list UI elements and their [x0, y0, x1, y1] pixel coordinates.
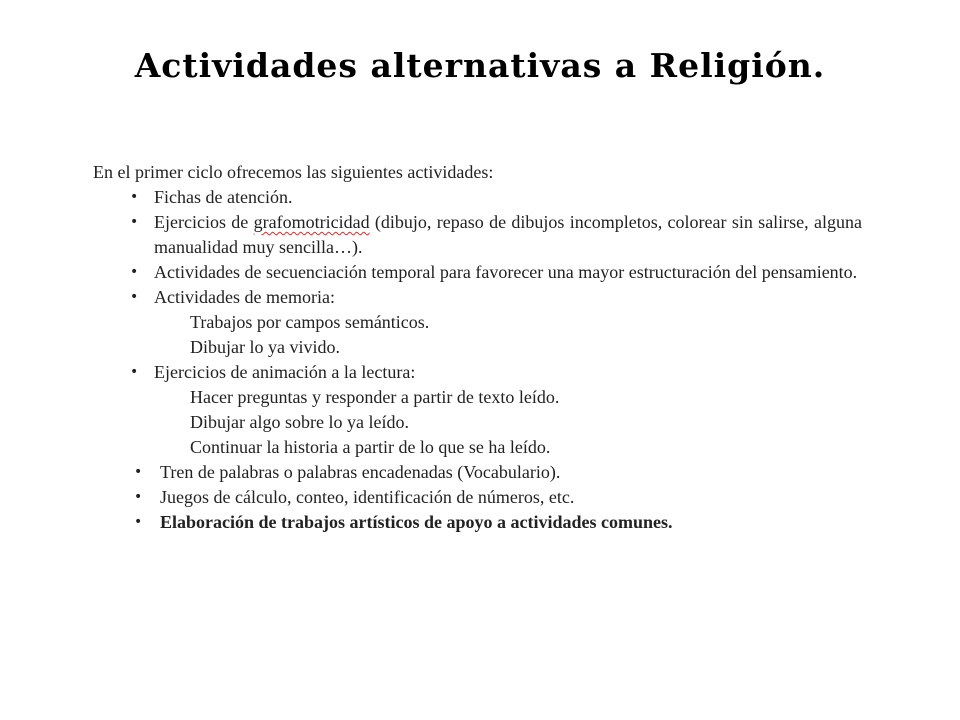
bullet-icon: •	[134, 464, 143, 480]
sub-item: Dibujar algo sobre lo ya leído.	[190, 412, 409, 432]
bullet-icon: •	[130, 214, 139, 230]
bullet-icon: •	[134, 489, 143, 505]
list-item	[92, 485, 862, 510]
document-image	[92, 160, 862, 535]
item-fichas: Fichas de atención.	[154, 187, 293, 207]
item-text-part: (dibujo, repaso de dibujos incompletos, colorear sin salirse, alguna manualidad muy sencilla…).	[154, 212, 862, 257]
sub-item: Hacer preguntas y responder a partir de texto leído.	[190, 387, 560, 407]
list-item	[92, 185, 862, 210]
sub-item: Continuar la historia a partir de lo que se ha leído.	[190, 437, 551, 457]
bullet-icon: •	[130, 289, 139, 305]
item-elaboracion: Elaboración de trabajos artísticos de apoyo a actividades comunes.	[160, 512, 673, 532]
intro-text: En el primer ciclo ofrecemos las siguientes actividades:	[93, 162, 494, 182]
activity-list	[92, 185, 862, 535]
list-item	[92, 460, 862, 485]
bullet-icon: •	[130, 364, 139, 380]
list-item	[92, 510, 862, 535]
bullet-icon: •	[130, 189, 139, 205]
list-item	[92, 210, 862, 260]
item-memoria: Actividades de memoria:	[154, 287, 335, 307]
slide-title: Actividades alternativas a Religión.	[134, 46, 826, 85]
item-juegos: Juegos de cálculo, conteo, identificación de números, etc.	[160, 487, 575, 507]
spellcheck-word: grafomotricidad	[253, 212, 370, 232]
list-item	[92, 360, 862, 460]
list-item	[92, 285, 862, 360]
list-item	[92, 260, 862, 285]
item-text-part: Ejercicios de	[154, 212, 254, 232]
item-tren: Tren de palabras o palabras encadenadas (Vocabulario).	[160, 462, 561, 482]
item-secuenciacion: Actividades de secuenciación temporal para favorecer una mayor estructuración del pensamiento.	[154, 262, 858, 282]
sub-item: Dibujar lo ya vivido.	[190, 337, 340, 357]
sub-item: Trabajos por campos semánticos.	[190, 312, 430, 332]
item-grafomotricidad	[154, 210, 862, 260]
bullet-icon: •	[134, 514, 143, 530]
bullet-icon: •	[130, 264, 139, 280]
item-animacion: Ejercicios de animación a la lectura:	[154, 362, 416, 382]
